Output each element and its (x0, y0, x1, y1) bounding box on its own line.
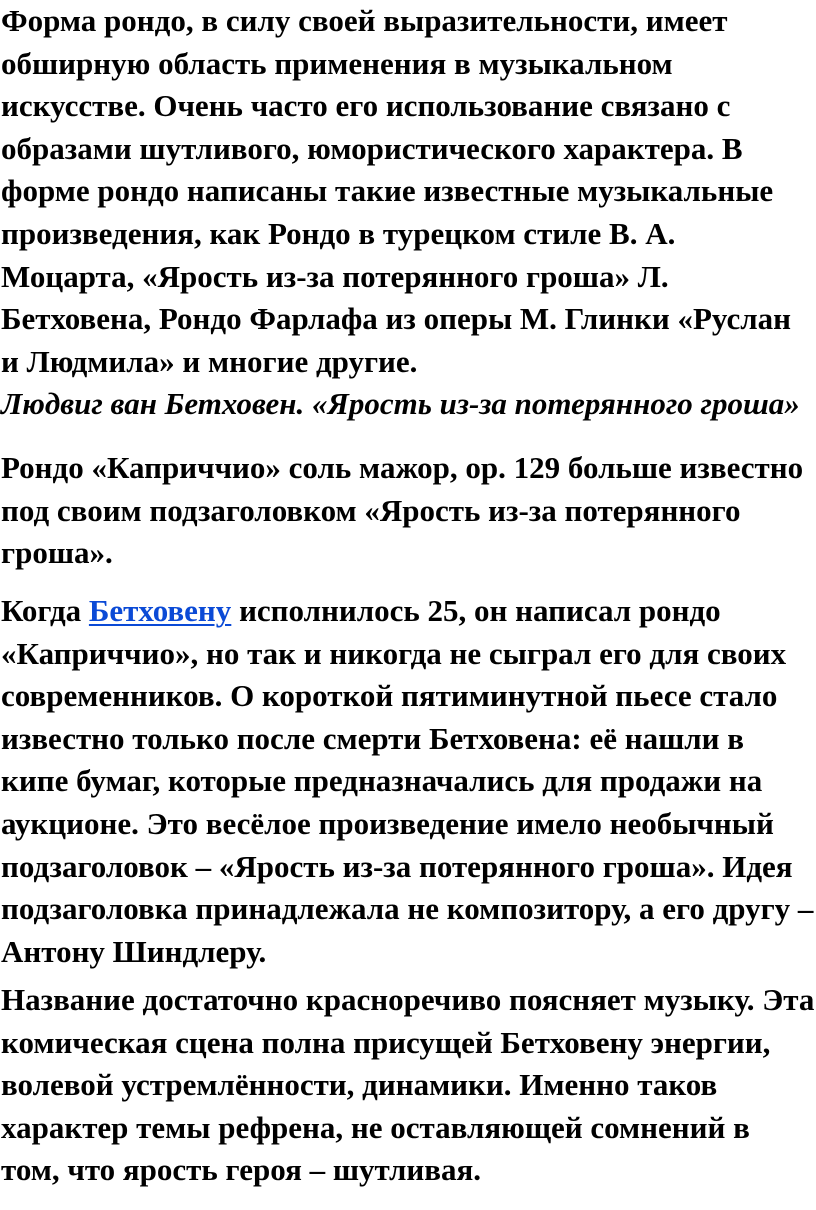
beethoven-link[interactable]: Бетховену (88, 593, 232, 628)
paragraph-capriccio: Рондо «Каприччио» соль мажор, ор. 129 больше известно под своим подзаголовком «Ярость из-за потерянного гроша». (1, 450, 804, 571)
paragraph-rondo-intro: Форма рондо, в силу своей выразительности, имеет обширную область применения в музыкальном искусстве. Очень часто его использование связано с образами шутливого, юмористического характера. В форме рондо написаны такие известные музыкальные произведения, как Рондо в турецком стиле В. А. Моцарта, «Ярость из-за потерянного гроша» Л. Бетховена, Рондо Фарлафа из оперы М. Глинки «Руслан и Людмила» и многие другие. (1, 3, 791, 379)
paragraph-suffix: исполнилось 25, он написал рондо «Каприччио», но так и никогда не сыграл его для своих современников. О короткой пятиминутной пьесе стало известно только после смерти Бетховена: её нашли в кипе бумаг, которые предназначались для продажи на аукционе. Это весёлое произведение имело необычный подзаголовок – «Ярость из-за потерянного гроша». Идея подзаголовка принадлежала не композитору, а его другу – Антону Шиндлеру. (1, 593, 814, 969)
paragraph-beethoven-history (1, 590, 816, 973)
paragraph-prefix: Когда (1, 593, 89, 628)
paragraph-music-description: Название достаточно красноречиво поясняет музыку. Эта комическая сцена полна присущей Бетховену энергии, волевой устремлённости, динамики. Именно таков характер темы рефрена, не оставляющей сомнений в том, что ярость героя – шутливая. (1, 982, 815, 1188)
section-heading: Людвиг ван Бетховен. «Ярость из-за потерянного гроша» (1, 386, 800, 421)
